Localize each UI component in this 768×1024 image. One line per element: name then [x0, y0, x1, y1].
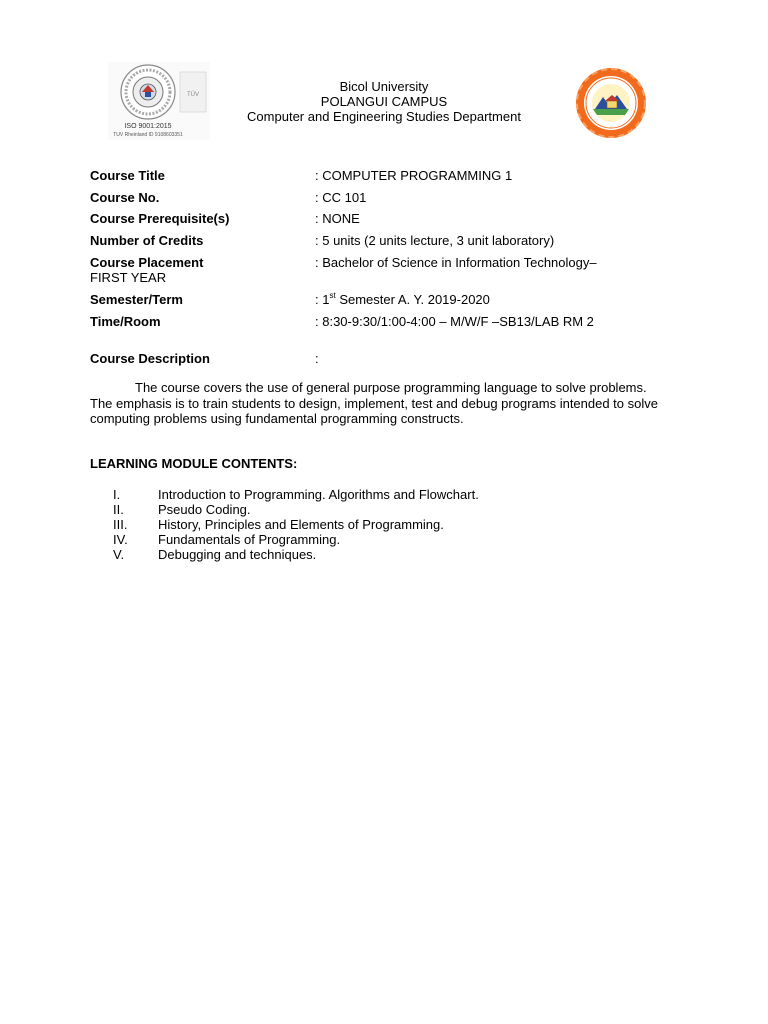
department-name: Computer and Engineering Studies Department [247, 109, 521, 124]
course-no-value: : CC 101 [315, 190, 367, 205]
module-number: III. [113, 517, 128, 532]
module-title: Pseudo Coding. [158, 502, 251, 517]
campus-name: POLANGUI CAMPUS [320, 94, 448, 109]
course-prerequisite-label: Course Prerequisite(s) [90, 211, 230, 226]
course-title-value: : COMPUTER PROGRAMMING 1 [315, 168, 513, 183]
module-title: History, Principles and Elements of Programming. [158, 517, 444, 532]
document-header [200, 79, 568, 124]
course-description-text: The course covers the use of general purpose programming language to solve problems. The emphasis is to train students to design, implement, test and debug programs intended to solve computing problems using fundamental programming constructs. [90, 380, 658, 426]
module-title: Introduction to Programming. Algorithms and Flowchart. [158, 487, 479, 502]
time-room-label: Time/Room [90, 314, 161, 329]
polangui-campus-logo [568, 66, 654, 140]
module-title: Fundamentals of Programming. [158, 532, 341, 547]
learning-module-heading: LEARNING MODULE CONTENTS: [90, 456, 298, 471]
course-description-label: Course Description [90, 351, 210, 366]
university-name: Bicol University [339, 79, 429, 94]
time-room-value: : 8:30-9:30/1:00-4:00 – M/W/F –SB13/LAB RM 2 [315, 314, 594, 329]
svg-text:TÜV: TÜV [187, 92, 199, 98]
course-placement-continuation: FIRST YEAR [90, 270, 167, 285]
semester-term-value: : 1st Semester A. Y. 2019-2020 [315, 290, 490, 307]
module-number: V. [113, 547, 125, 562]
tuv-caption: TUV Rheinland ID 9108603351 [113, 132, 183, 138]
course-no-label: Course No. [90, 190, 160, 205]
course-description-colon: : [315, 351, 319, 366]
number-of-credits-label: Number of Credits [90, 233, 204, 248]
module-title: Debugging and techniques. [158, 547, 317, 562]
number-of-credits-value: : 5 units (2 units lecture, 3 unit laboratory) [315, 233, 555, 248]
module-number: II. [113, 502, 124, 517]
iso-caption: ISO 9001:2015 [124, 123, 172, 130]
course-placement-value: : Bachelor of Science in Information Technology– [315, 255, 597, 270]
module-number: I. [113, 487, 121, 502]
course-title-label: Course Title [90, 168, 165, 183]
module-number: IV. [113, 532, 128, 547]
course-placement-label: Course Placement [90, 255, 204, 270]
course-prerequisite-value: : NONE [315, 211, 360, 226]
bicol-university-seal-logo [108, 62, 210, 140]
course-description-paragraph [90, 380, 670, 427]
semester-term-label: Semester/Term [90, 292, 183, 307]
